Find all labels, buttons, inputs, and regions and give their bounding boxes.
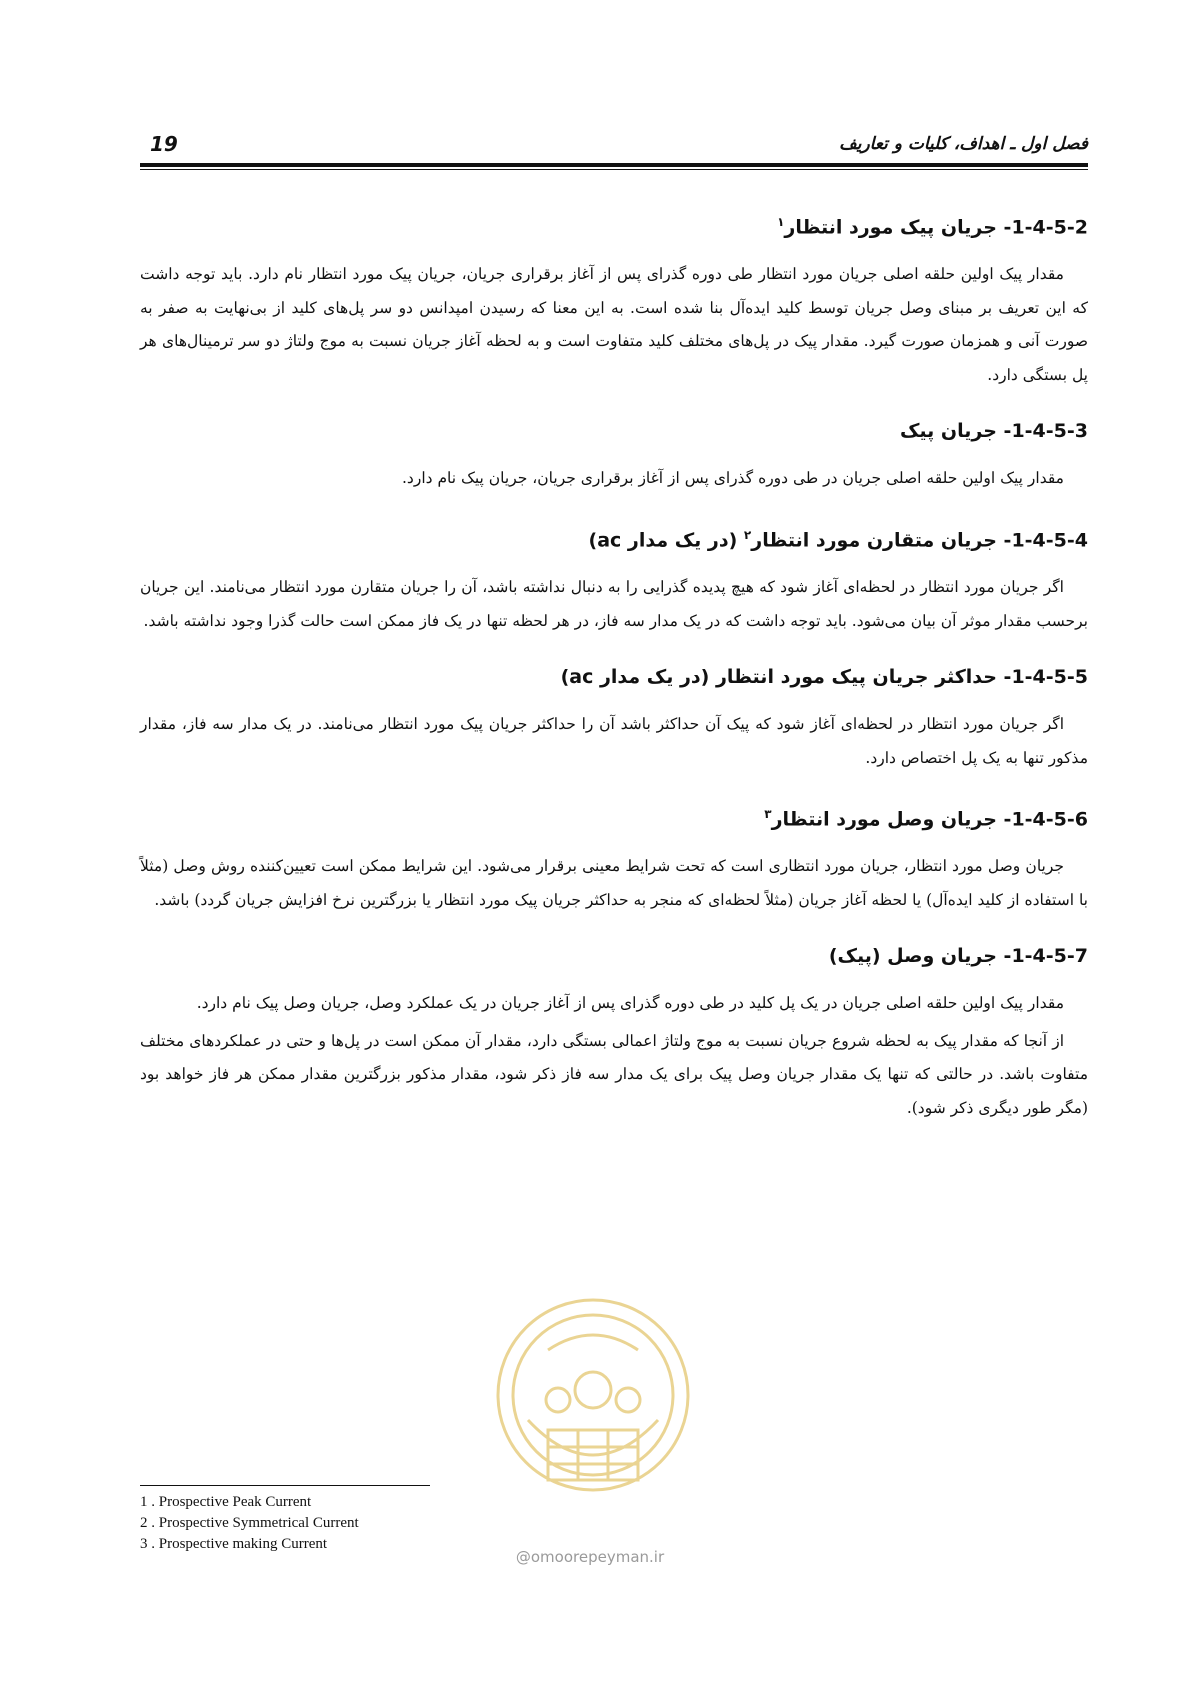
paragraph: مقدار پیک اولین حلقه اصلی جریان در طی دوره گذرای پس از آغاز برقراری جریان، جریان پیک نام دارد. [402, 469, 1064, 488]
paragraph: مقدار پیک اولین حلقه اصلی جریان مورد انتظار طی دوره گذرای پس از آغاز برقراری جریان، جریان پیک مورد انتظار نام دارد. باید توجه داشت که این تعریف بر مبنای وصل جریان توسط کلید ایده‌آل بنا شده است. به این معنا که رسیدن امپدانس دو سر پل‌های کلید از بی‌نهایت به صفر به صورت آنی و همزمان صورت گیرد. مقدار پیک در پل‌های مختلف کلید متفاوت است و به لحظه آغاز جریان نسبت به موج ولتاژ دو سر ترمینال‌های هر پل بستگی دارد. [140, 265, 1088, 384]
paragraph: اگر جریان مورد انتظار در لحظه‌ای آغاز شود که پیک آن حداکثر باشد آن را حداکثر جریان پیک مورد انتظار می‌نامند. در یک مدار سه فاز، مقدار مذکور تنها به یک پل اختصاص دارد. [140, 715, 1088, 767]
footnote-ref: ۲ [743, 527, 752, 542]
section-title: جریان پیک مورد انتظار [784, 216, 997, 239]
footnote: 2 . Prospective Symmetrical Current [140, 1515, 359, 1531]
section-1-4-5-7 [140, 939, 1088, 1125]
header-rule-thin [140, 169, 1088, 170]
section-heading: 1-4-5-4- جریان متقارن مورد انتظار$^۲$ (در یک مدار ac) [588, 527, 1088, 552]
section-number: 1-4-5-5 [1011, 666, 1088, 689]
section-heading: 1-4-5-5- حداکثر جریان پیک مورد انتظار (در یک مدار ac) [560, 666, 1088, 689]
header-rule [140, 163, 1088, 167]
section-number: 1-4-5-7 [1011, 945, 1088, 968]
section-number: 1-4-5-3 [1011, 420, 1088, 443]
page-header [140, 128, 1088, 166]
watermark-seal-icon [488, 1290, 698, 1530]
watermark-caption: @omoorepeyman.ir [515, 1548, 665, 1566]
footnote-rule [140, 1485, 430, 1486]
footnote: 1 . Prospective Peak Current [140, 1494, 312, 1510]
section-title: جریان پیک [899, 420, 997, 443]
section-1-4-5-3 [140, 414, 1088, 496]
paragraph: جریان وصل مورد انتظار، جریان مورد انتظاری است که تحت شرایط معینی برقرار می‌شود. این شرایط ممکن است تعیین‌کننده روش وصل (مثلاً با استفاده از کلید ایده‌آل) یا لحظه آغاز جریان (مثلاً لحظه‌ای که منجر به حداکثر جریان پیک مورد انتظار یا بزرگترین نرخ افزایش جریان گردد) باشد. [140, 857, 1088, 909]
footnotes [140, 1492, 359, 1555]
section-title: جریان وصل (پیک) [828, 945, 997, 968]
paragraph: مقدار پیک اولین حلقه اصلی جریان در یک پل کلید در طی دوره گذرای پس از آغاز جریان در یک عملکرد وصل، جریان وصل پیک نام دارد. [196, 994, 1064, 1013]
section-heading: 1-4-5-7- جریان وصل (پیک) [828, 945, 1088, 968]
main-content [140, 205, 1088, 1147]
section-number: 1-4-5-4 [1011, 529, 1088, 552]
section-1-4-5-4 [140, 518, 1088, 638]
footnote-ref: ۳ [764, 807, 772, 822]
section-title-suffix: (در یک مدار ac) [588, 529, 738, 552]
section-heading: 1-4-5-6- جریان وصل مورد انتظار$^۳$ [764, 807, 1088, 831]
page-number: 19 [150, 132, 178, 156]
section-1-4-5-5 [140, 660, 1088, 775]
section-heading: 1-4-5-2- جریان پیک مورد انتظار$^۱$ [777, 215, 1088, 239]
running-title: فصل اول ـ اهداف، کلیات و تعاریف [839, 134, 1088, 154]
section-title: حداکثر جریان پیک مورد انتظار (در یک مدار ac) [560, 666, 997, 689]
section-1-4-5-6 [140, 797, 1088, 917]
footnote: 3 . Prospective making Current [140, 1536, 328, 1552]
section-number: 1-4-5-6 [1011, 808, 1088, 831]
section-title: جریان متقارن مورد انتظار [751, 529, 997, 552]
section-title: جریان وصل مورد انتظار [771, 808, 997, 831]
paragraph: از آنجا که مقدار پیک به لحظه شروع جریان نسبت به موج ولتاژ اعمالی بستگی دارد، مقدار آن ممکن است در پل‌ها و حتی در عملکردهای مختلف متفاوت باشد. در حالتی که تنها یک مقدار جریان وصل پیک برای یک مدار سه فاز ذکر شود، مقدار مذکور بزرگترین مقدار ممکن هر فاز خواهد بود (مگر طور دیگری ذکر شود). [140, 1031, 1088, 1117]
footnote-ref: ۱ [777, 215, 785, 229]
section-heading: 1-4-5-3- جریان پیک [899, 420, 1088, 443]
paragraph: اگر جریان مورد انتظار در لحظه‌ای آغاز شود که هیچ پدیده گذرایی را به دنبال نداشته باشد، آن را جریان متقارن مورد انتظار می‌نامند. این جریان برحسب مقدار موثر آن بیان می‌شود. باید توجه داشت که در یک مدار سه فاز، در هر لحظه تنها در یک فاز ممکن است حالت گذرا وجود نداشته باشد. [140, 578, 1088, 630]
section-1-4-5-2 [140, 205, 1088, 392]
section-number: 1-4-5-2 [1011, 216, 1088, 239]
